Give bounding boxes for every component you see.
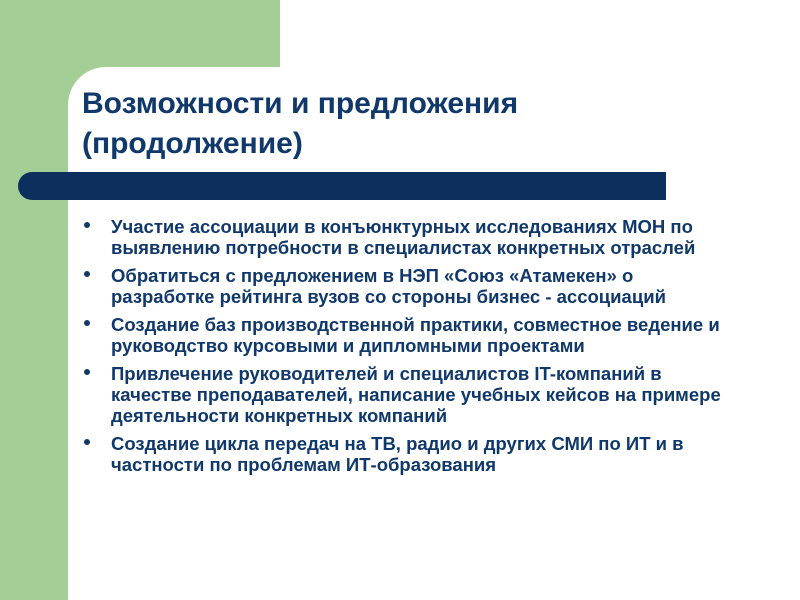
bullet-item xyxy=(84,314,734,356)
title-underline-bar xyxy=(18,172,666,200)
slide-title-line-1: Возможности и предложения xyxy=(82,87,519,120)
bullet-item xyxy=(84,363,734,426)
bullet-item xyxy=(84,265,734,307)
bullet-text: Привлечение руководителей и специалистов IT-компаний в качестве преподавателей, написание учебных кейсов на примере деятельности конкретных компаний xyxy=(111,363,721,426)
bullet-dot-icon xyxy=(84,222,90,228)
bullet-text: Создание баз производственной практики, совместное ведение и руководство курсовыми и дипломными проектами xyxy=(111,314,720,356)
bullet-list xyxy=(84,216,734,482)
bullet-text: Создание цикла передач на ТВ, радио и других СМИ по ИТ и в частности по проблемам ИТ-образования xyxy=(111,433,684,475)
bullet-dot-icon xyxy=(84,439,90,445)
bullet-dot-icon xyxy=(84,271,90,277)
bullet-item xyxy=(84,216,734,258)
bullet-item xyxy=(84,433,734,475)
bullet-dot-icon xyxy=(84,369,90,375)
bullet-text: Участие ассоциации в конъюнктурных исследованиях МОН по выявлению потребности в специалистах конкретных отраслей xyxy=(111,216,696,258)
bullet-text: Обратиться с предложением в НЭП «Союз «Атамекен» о разработке рейтинга вузов со стороны бизнес - ассоциаций xyxy=(111,265,666,307)
slide-title xyxy=(82,84,682,164)
bullet-dot-icon xyxy=(84,320,90,326)
slide-title-line-2: (продолжение) xyxy=(82,127,303,160)
